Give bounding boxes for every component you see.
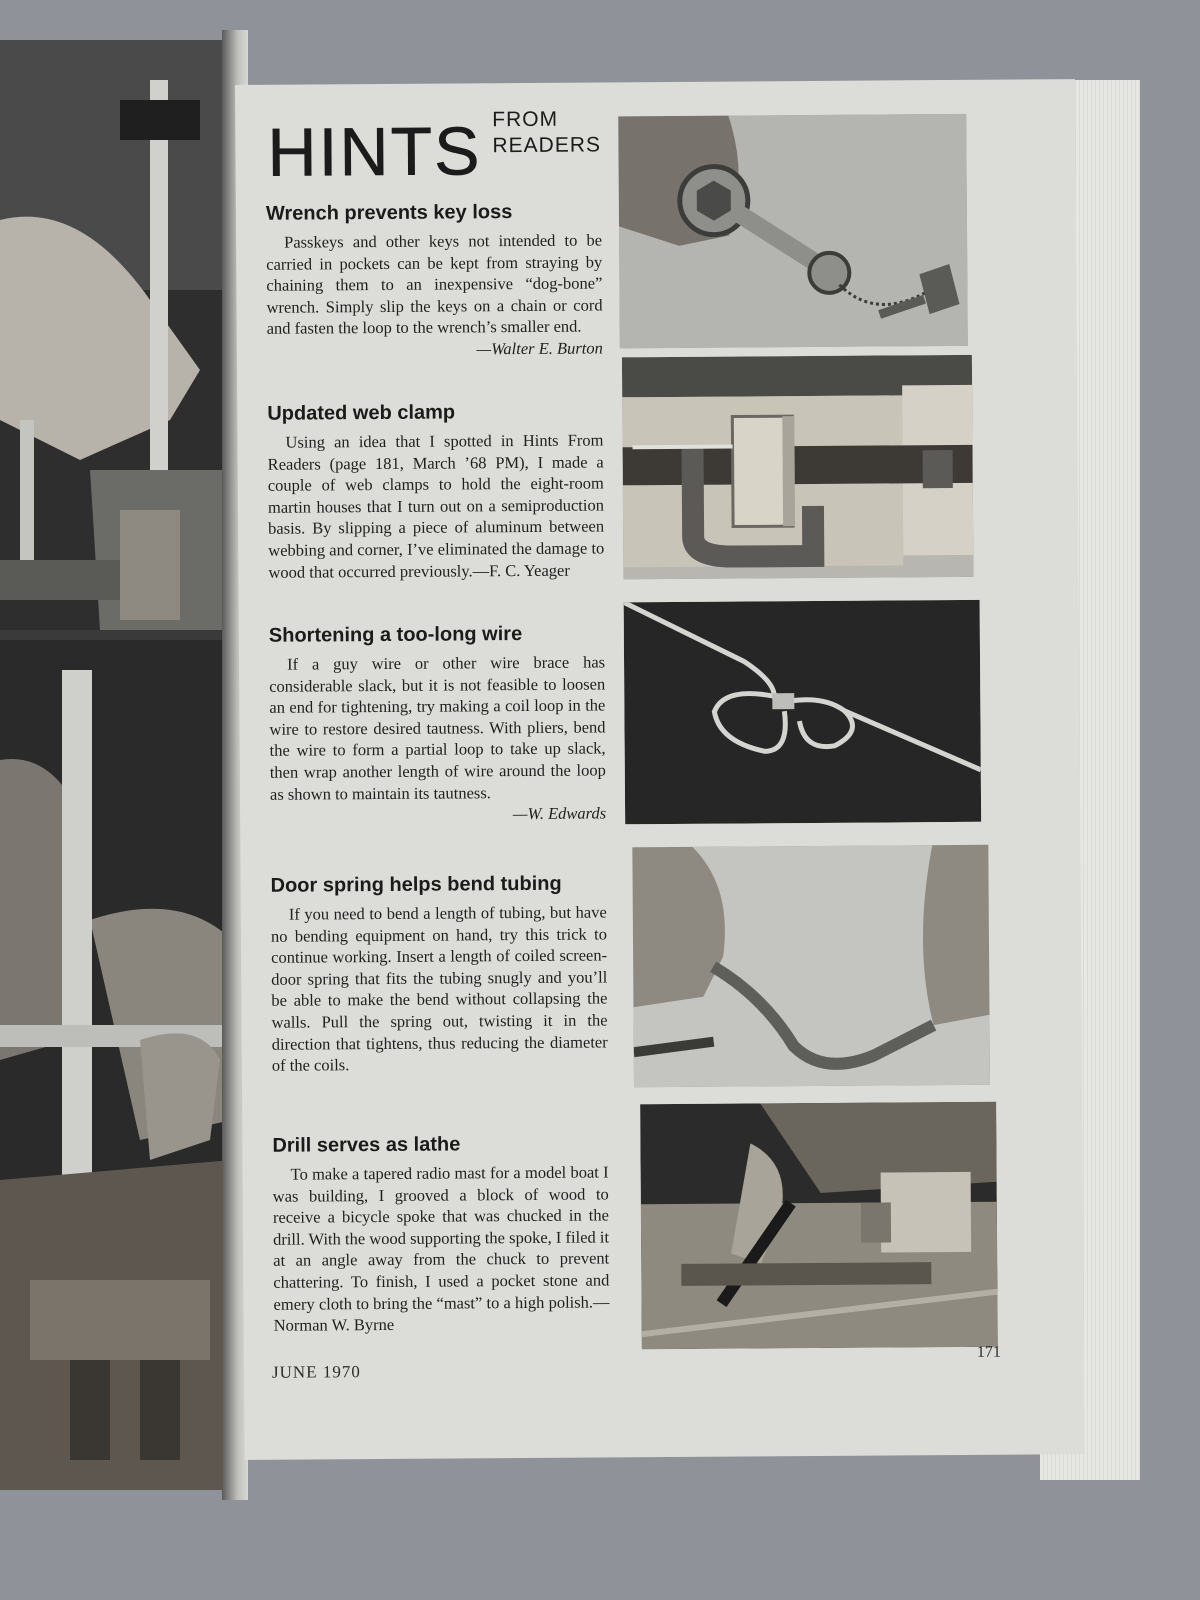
section-title-hints: HINTS xyxy=(267,113,482,191)
hint-article xyxy=(271,872,608,1076)
hint-body: If you need to bend a length of tubing, but have no bending equipment on hand, try this trick to continue working. Insert a length of coiled screen-door spring that fits the tubing snugly and you’ll be able to make the bend without collapsing the walls. Pull the spring out, twisting it in the direction that tightens, thus reducing the diameter of the coils. xyxy=(270,902,608,1075)
left-photo-top xyxy=(0,40,232,630)
right-page xyxy=(235,79,1085,1460)
hint-title: Drill serves as lathe xyxy=(272,1133,461,1157)
photo-tubing-spring xyxy=(632,845,990,1087)
left-photo-bottom xyxy=(0,640,232,1490)
photo-web-clamp xyxy=(622,355,974,579)
section-header xyxy=(267,102,608,204)
hint-author: —W. Edwards xyxy=(512,803,607,824)
hint-article xyxy=(266,200,603,360)
hint-article xyxy=(269,622,606,825)
hint-body: If a guy wire or other wire brace has considerable slack, but it is not feasible to loosen an end for tightening, try making a coil loop in the wire to restore desired tautness. With pliers, bend the wire to form a partial loop to take up slack, then wrap another length of wire around the loop as shown to maintain its tautness. xyxy=(269,652,606,804)
hint-body: Using an idea that I spotted in Hints From Readers (page 181, March ’68 PM), I made a couple of web clamps to hold the eight-room martin houses that I turn out on a semiproduction basis. By slipping a piece of aluminum between webbing and corner, I’ve eliminated the damage to wood that occurred previously.—F. C. Yeager xyxy=(267,430,605,582)
page-number: 171 xyxy=(976,1343,1001,1361)
left-page xyxy=(0,40,232,1490)
hint-author: —Walter E. Burton xyxy=(476,338,603,359)
hint-body: To make a tapered radio mast for a model boat I was building, I grooved a block of wood to receive a bicycle spoke that was chucked in the drill. With the wood supporting the spoke, I filed it at an angle away from the chuck to prevent chattering. To finish, I used a pocket stone and emery cloth to bring the “mast” to a high polish.—Norman W. Byrne xyxy=(272,1162,610,1335)
hint-body: Passkeys and other keys not intended to be carried in pockets can be kept from straying by chaining them to an inexpensive “dog-bone” wrench. Simply slip the keys on a chain or cord and fasten the loop to the wrench’s smaller end. xyxy=(266,230,603,339)
hint-title: Shortening a too-long wire xyxy=(268,623,523,647)
photo-drill-lathe xyxy=(640,1102,998,1349)
photo-wire-loop xyxy=(624,600,982,824)
hint-title: Door spring helps bend tubing xyxy=(270,872,562,897)
section-subtitle xyxy=(492,106,601,159)
photo-wrench-keys xyxy=(618,114,968,348)
subtitle-from: FROM xyxy=(492,107,559,132)
hint-article xyxy=(272,1132,609,1336)
hint-title: Updated web clamp xyxy=(267,401,456,425)
issue-date: JUNE 1970 xyxy=(271,1362,361,1382)
hint-title: Wrench prevents key loss xyxy=(265,201,513,225)
subtitle-readers: READERS xyxy=(492,133,602,158)
hint-article xyxy=(267,400,604,582)
